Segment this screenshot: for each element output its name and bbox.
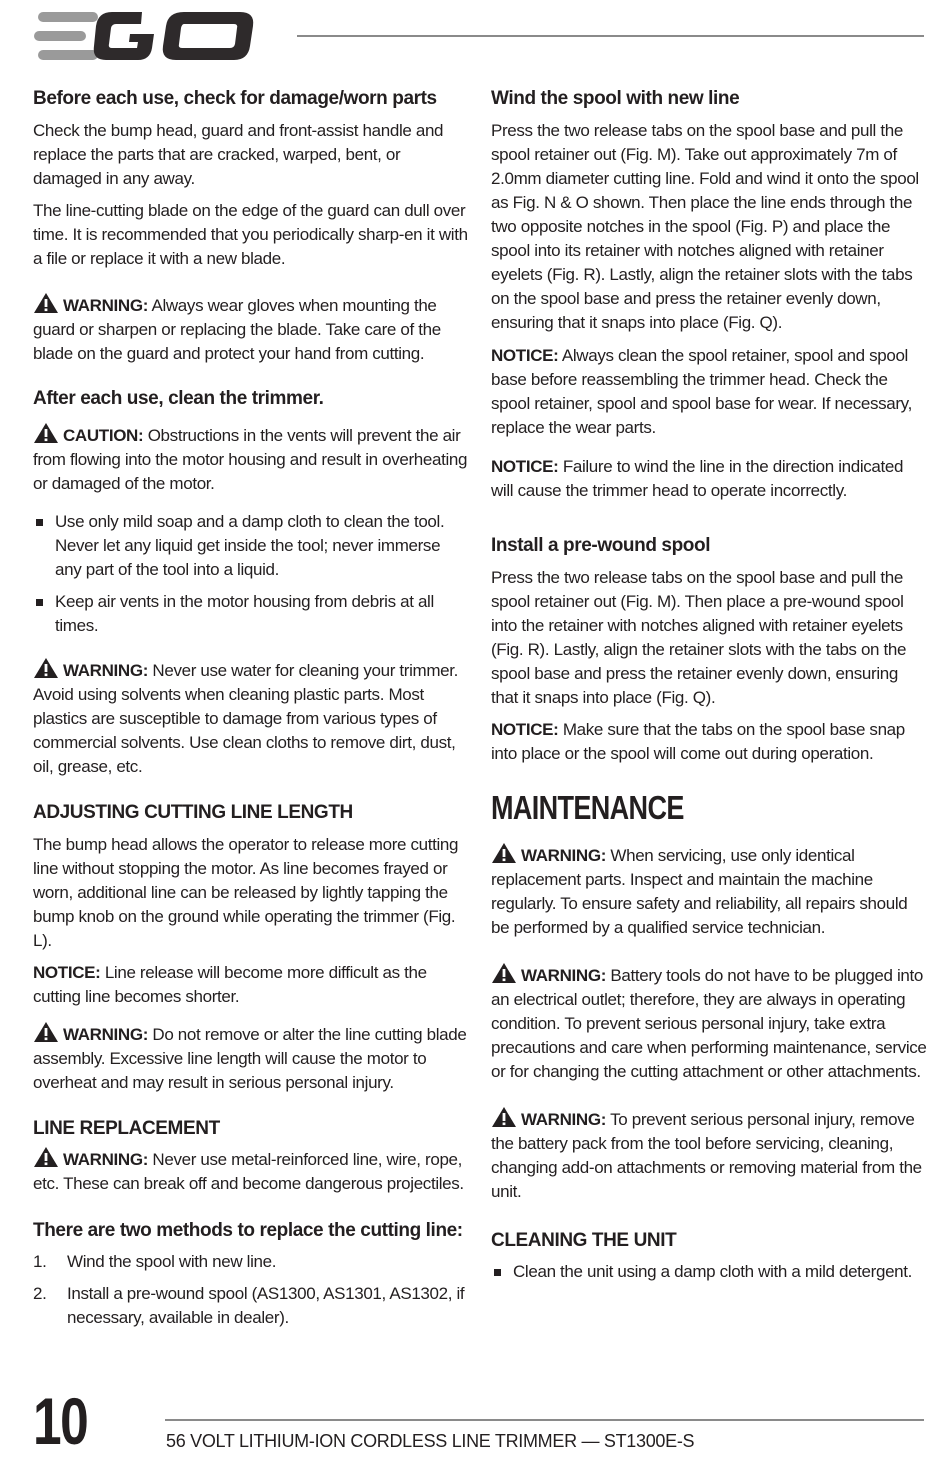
list-item: Keep air vents in the motor housing from debris at all times. xyxy=(33,590,468,638)
warning-triangle-icon xyxy=(491,1106,517,1128)
heading-wind-spool: Wind the spool with new line xyxy=(491,88,740,109)
notice-tabs-snap xyxy=(491,718,927,766)
caution-label: CAUTION: xyxy=(63,426,144,445)
warning-label: WARNING: xyxy=(63,1025,149,1044)
paragraph-bump-head: The bump head allows the operator to release more cutting line without stopping the motor. As line becomes frayed or worn, additional line can be released by lightly tapping the bump knob on the ground while operating the trimmer (Fig. L). xyxy=(33,835,459,950)
warning-label: WARNING: xyxy=(63,296,149,315)
warning-label: WARNING: xyxy=(521,846,607,865)
warning-triangle-icon xyxy=(33,1146,59,1168)
warning-water xyxy=(33,657,468,779)
notice-clean-spool xyxy=(491,344,927,440)
heading-cleaning-unit: CLEANING THE UNIT xyxy=(491,1230,677,1251)
cleaning-unit-bullet-list xyxy=(491,1260,927,1284)
notice-label: NOTICE: xyxy=(491,457,559,476)
bullet-marker xyxy=(36,599,43,606)
notice-text: Failure to wind the line in the direction indicated will cause the trimmer head to operate incorrectly. xyxy=(491,457,904,500)
ego-logo xyxy=(34,10,274,62)
heading-line-replacement: LINE REPLACEMENT xyxy=(33,1118,220,1139)
maintenance-title: MAINTENANCE xyxy=(491,789,684,826)
notice-label: NOTICE: xyxy=(491,720,559,739)
left-column xyxy=(33,86,468,1330)
list-item: 2. Install a pre-wound spool (AS1300, AS1301, AS1302, if necessary, available in dealer). xyxy=(33,1284,465,1327)
warning-label: WARNING: xyxy=(63,1150,149,1169)
notice-line-release xyxy=(33,961,468,1009)
list-item: Use only mild soap and a damp cloth to clean the tool. Never let any liquid get inside the tool; never immerse any part of the tool into a liquid. xyxy=(33,510,468,582)
warning-blade-assembly xyxy=(33,1021,468,1095)
warning-label: WARNING: xyxy=(521,1110,607,1129)
warning-triangle-icon xyxy=(33,1021,59,1043)
caution-text: Obstructions in the vents will prevent the air from flowing into the motor housing and result in overheating or damaged of the motor. xyxy=(33,426,468,493)
list-number: 1. xyxy=(33,1252,47,1271)
paragraph-pre-wound-spool: Press the two release tabs on the spool base and pull the spool retainer out (Fig. M). Then place a pre-wound spool into the retainer with notches aligned with retainer eyelets (Fig. R). Lastly, align the retainer slots with the tabs on the spool base and press the retainer evenly down, ensuring that it snaps into place (Fig. Q). xyxy=(491,568,907,707)
heading-pre-wound-spool: Install a pre-wound spool xyxy=(491,535,711,556)
warning-text: Always wear gloves when mounting the guard or sharpen or replacing the blade. Take care of the blade on the guard and protect your hand from cutting. xyxy=(33,296,441,363)
list-item: 1. Wind the spool with new line. xyxy=(33,1250,468,1274)
warning-metal-line xyxy=(33,1146,468,1196)
caution-vents xyxy=(33,422,468,496)
warning-identical-parts xyxy=(491,842,927,940)
paragraph-blade-sharpen: The line-cutting blade on the edge of the guard can dull over time. It is recommended that you periodically sharp-en it with a file or replace it with a new blade. xyxy=(33,201,468,268)
warning-triangle-icon xyxy=(491,842,517,864)
warning-text: Never use water for cleaning your trimmer. Avoid using solvents when cleaning plastic parts. Most plastics are susceptible to damage from various types of commercial solvents. Use clean cloths to remove dirt, dust, oil, grease, etc. xyxy=(33,661,458,776)
warning-text: When servicing, use only identical replacement parts. Inspect and maintain the machine regularly. To ensure safety and reliability, all repairs should be performed by a qualified service technician. xyxy=(491,846,908,937)
notice-label: NOTICE: xyxy=(491,346,559,365)
warning-text: Never use metal-reinforced line, wire, rope, etc. These can break off and become dangerous projectiles. xyxy=(33,1150,464,1193)
bullet-marker xyxy=(36,519,43,526)
page-number: 10 xyxy=(33,1384,88,1458)
warning-label: WARNING: xyxy=(521,966,607,985)
warning-text: Battery tools do not have to be plugged into an electrical outlet; therefore, they are always in operating condition. To prevent serious personal injury, take extra precautions and care when performing maintenance, service or for changing the cutting attachment or other attachments. xyxy=(491,966,927,1081)
methods-numbered-list xyxy=(33,1250,468,1330)
heading-after-use: After each use, clean the trimmer. xyxy=(33,388,324,409)
bullet-marker xyxy=(494,1269,501,1276)
footer-title: 56 VOLT LITHIUM-ION CORDLESS LINE TRIMMER — ST1300E-S xyxy=(166,1431,695,1451)
footer-rule xyxy=(165,1419,924,1421)
warning-triangle-icon xyxy=(491,962,517,984)
warning-triangle-icon xyxy=(33,657,59,679)
heading-two-methods: There are two methods to replace the cutting line: xyxy=(33,1220,463,1241)
warning-gloves xyxy=(33,292,468,366)
list-number: 2. xyxy=(33,1284,47,1303)
right-column xyxy=(491,86,927,1284)
warning-battery-tools xyxy=(491,962,927,1084)
warning-triangle-icon xyxy=(33,422,59,444)
header-rule xyxy=(297,35,924,37)
paragraph-wind-spool: Press the two release tabs on the spool base and pull the spool retainer out (Fig. M). Take out approximately 7m of 2.0mm diameter cutting line. Fold and wind it onto the spool as Fig. N & O shown. Then place the line ends through the two opposite notches in the spool (Fig. P) and place the spool into its retainer with notches aligned with retainer eyelets (Fig. R). Lastly, align the retainer slots with the tabs on the spool base and press the retainer evenly down, ensuring that it snaps into place (Fig. Q). xyxy=(491,121,919,332)
warning-remove-battery xyxy=(491,1106,927,1204)
warning-triangle-icon xyxy=(33,292,59,314)
notice-text: Make sure that the tabs on the spool base snap into place or the spool will come out during operation. xyxy=(491,720,905,763)
notice-wind-direction xyxy=(491,455,927,503)
notice-text: Always clean the spool retainer, spool and spool base before reassembling the trimmer head. Check the spool retainer, spool and spool base for wear. If necessary, replace the wear parts. xyxy=(491,346,912,437)
notice-text: Line release will become more difficult as the cutting line becomes shorter. xyxy=(33,963,427,1006)
paragraph-check-parts: Check the bump head, guard and front-assist handle and replace the parts that are cracked, warped, bent, or damaged in any away. xyxy=(33,121,444,188)
heading-before-use: Before each use, check for damage/worn parts xyxy=(33,88,437,109)
warning-text: To prevent serious personal injury, remove the battery pack from the tool before servicing, cleaning, changing add-on attachments or removing material from the unit. xyxy=(491,1110,922,1201)
notice-label: NOTICE: xyxy=(33,963,101,982)
list-item: Clean the unit using a damp cloth with a mild detergent. xyxy=(491,1260,927,1284)
cleaning-bullet-list xyxy=(33,510,468,638)
warning-text: Do not remove or alter the line cutting blade assembly. Excessive line length will cause the motor to overheat and may result in serious personal injury. xyxy=(33,1025,467,1092)
warning-label: WARNING: xyxy=(63,661,149,680)
heading-adjusting-line: ADJUSTING CUTTING LINE LENGTH xyxy=(33,802,353,823)
